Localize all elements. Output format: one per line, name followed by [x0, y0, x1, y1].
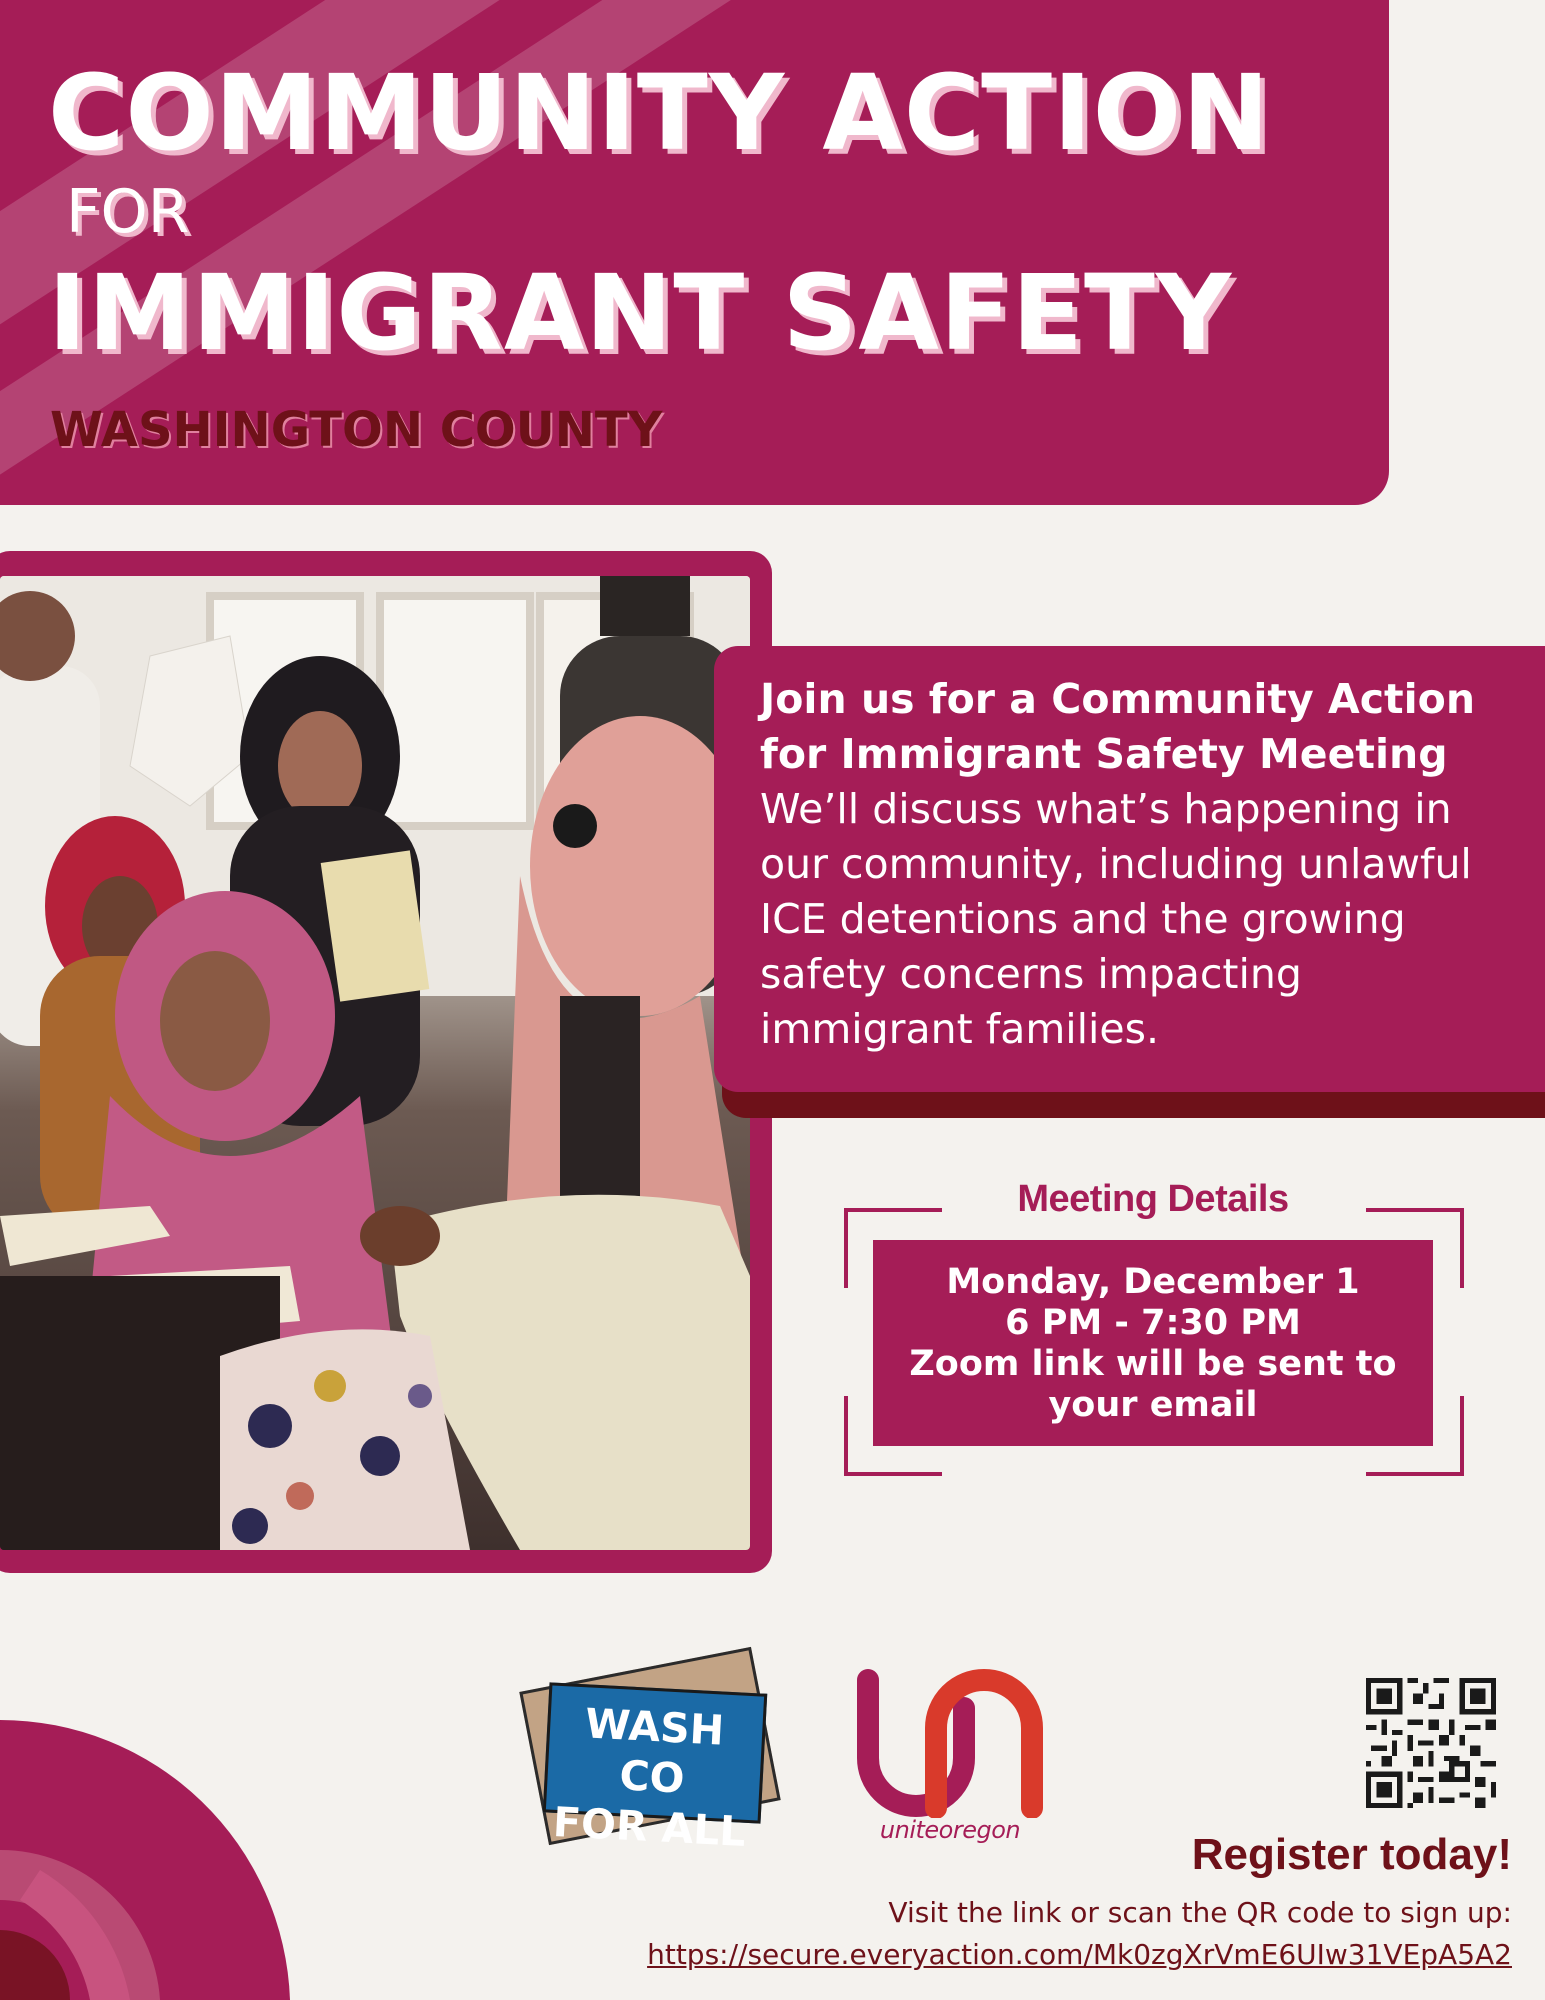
unite-oregon-u-n-icon	[850, 1668, 1050, 1818]
header-banner	[0, 0, 1389, 505]
meeting-details-text	[873, 1262, 1433, 1426]
title-line-immigrant-safety: IMMIGRANT SAFETY	[48, 252, 1233, 374]
unite-oregon-logo	[850, 1668, 1050, 1852]
meeting-details-title: Meeting Details	[1017, 1178, 1289, 1220]
register-note: Visit the link or scan the QR code to sign up:	[888, 1896, 1512, 1929]
title-line-for: FOR	[66, 177, 190, 247]
register-link[interactable]: https://secure.everyaction.com/Mk0zgXrVmE6UIw31VEpA5A2	[647, 1938, 1512, 1971]
meeting-time: 6 PM - 7:30 PM	[1005, 1303, 1301, 1343]
meeting-zoom-note: Zoom link will be sent to your email	[909, 1344, 1397, 1425]
unite-oregon-wordmark: uniteoregon	[879, 1816, 1021, 1844]
title-line-community-action: COMMUNITY ACTION	[48, 52, 1271, 174]
washco-for-all-logo	[520, 1660, 778, 1856]
qr-code-icon[interactable]	[1366, 1678, 1496, 1808]
meeting-date: Monday, December 1	[946, 1262, 1360, 1302]
washco-line2: FOR ALL	[551, 1797, 747, 1856]
register-title: Register today!	[1191, 1830, 1512, 1879]
intro-body: We’ll discuss what’s happening in our community, including unlawful ICE detentions and the growing safety concerns impacting immigrant families.	[760, 785, 1472, 1053]
subtitle-county: WASHINGTON COUNTY	[50, 402, 663, 458]
decorative-arcs	[0, 1700, 320, 2000]
washco-logo-text	[542, 1697, 762, 1858]
photo-illustration	[0, 576, 750, 1550]
intro-heading: Join us for a Community Action for Immigrant Safety Meeting	[760, 675, 1476, 778]
washco-line1: WASH CO	[583, 1699, 726, 1803]
community-meeting-photo	[0, 576, 750, 1550]
